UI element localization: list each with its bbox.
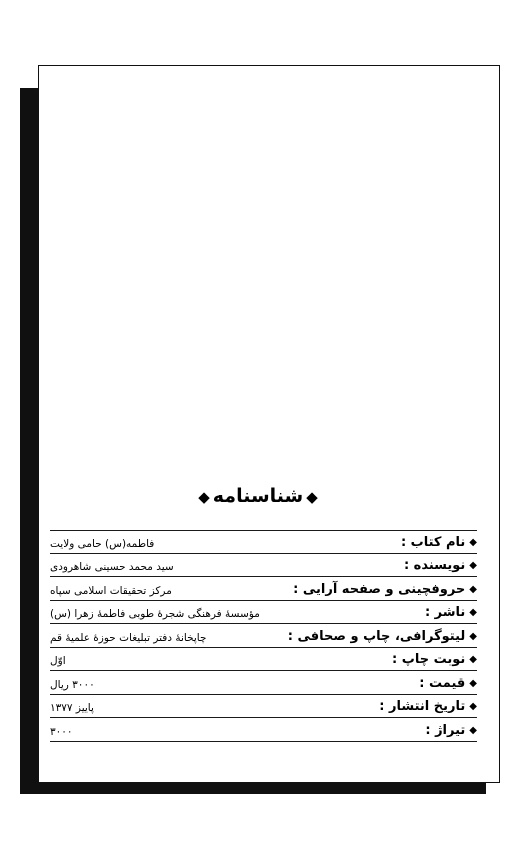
row-value: ۳۰۰۰ — [50, 725, 73, 738]
diamond-bullet-icon: ◆ — [469, 677, 477, 689]
row-value: پاییز ۱۳۷۷ — [50, 702, 94, 714]
table-row — [50, 601, 477, 625]
row-label: ◆نام کتاب : — [400, 534, 477, 550]
diamond-bullet-icon: ◆ — [469, 701, 477, 712]
page-title-text: شناسنامه — [212, 485, 304, 507]
row-value: مرکز تحقیقات اسلامی سپاه — [50, 584, 172, 597]
diamond-bullet-icon: ◆ — [469, 724, 477, 736]
row-label: ◆حروفچینی و صفحه آرایی : — [293, 581, 477, 597]
ornament-icon: ◆ — [198, 488, 210, 506]
row-label: ◆تیراژ : — [425, 722, 477, 738]
row-label: ◆لیتوگرافی، چاپ و صحافی : — [287, 628, 477, 644]
table-row — [50, 671, 477, 695]
row-label: ◆قیمت : — [419, 675, 477, 691]
diamond-bullet-icon: ◆ — [469, 630, 477, 642]
row-value: فاطمه(س) حامی ولایت — [50, 537, 155, 550]
corner-mark — [34, 88, 37, 94]
row-label: ◆تاریخ انتشار : — [379, 699, 477, 714]
info-table — [50, 530, 477, 742]
row-value: سید محمد حسینی شاهرودی — [50, 561, 174, 573]
row-value: مؤسسهٔ فرهنگی شجرهٔ طوبی فاطمهٔ زهرا (س) — [50, 608, 260, 620]
row-label: ◆نویسنده : — [403, 558, 477, 573]
diamond-bullet-icon: ◆ — [469, 536, 477, 548]
table-row — [50, 554, 477, 578]
table-row — [50, 718, 477, 742]
table-row — [50, 530, 477, 554]
page-title — [0, 485, 516, 507]
row-value: ۳۰۰۰ ریال — [50, 678, 95, 691]
row-value: چاپخانهٔ دفتر تبلیغات حوزهٔ علمیهٔ قم — [50, 631, 207, 644]
diamond-bullet-icon: ◆ — [469, 560, 477, 571]
table-row — [50, 577, 477, 601]
table-row — [50, 648, 477, 672]
row-value: اوّل — [50, 655, 66, 667]
table-row — [50, 695, 477, 719]
row-label: ◆ناشر : — [424, 605, 477, 620]
ornament-icon: ◆ — [306, 488, 318, 506]
table-row — [50, 624, 477, 648]
diamond-bullet-icon: ◆ — [469, 654, 477, 665]
row-label: ◆نوبت چاپ : — [392, 652, 477, 667]
diamond-bullet-icon: ◆ — [469, 583, 477, 595]
diamond-bullet-icon: ◆ — [469, 607, 477, 618]
